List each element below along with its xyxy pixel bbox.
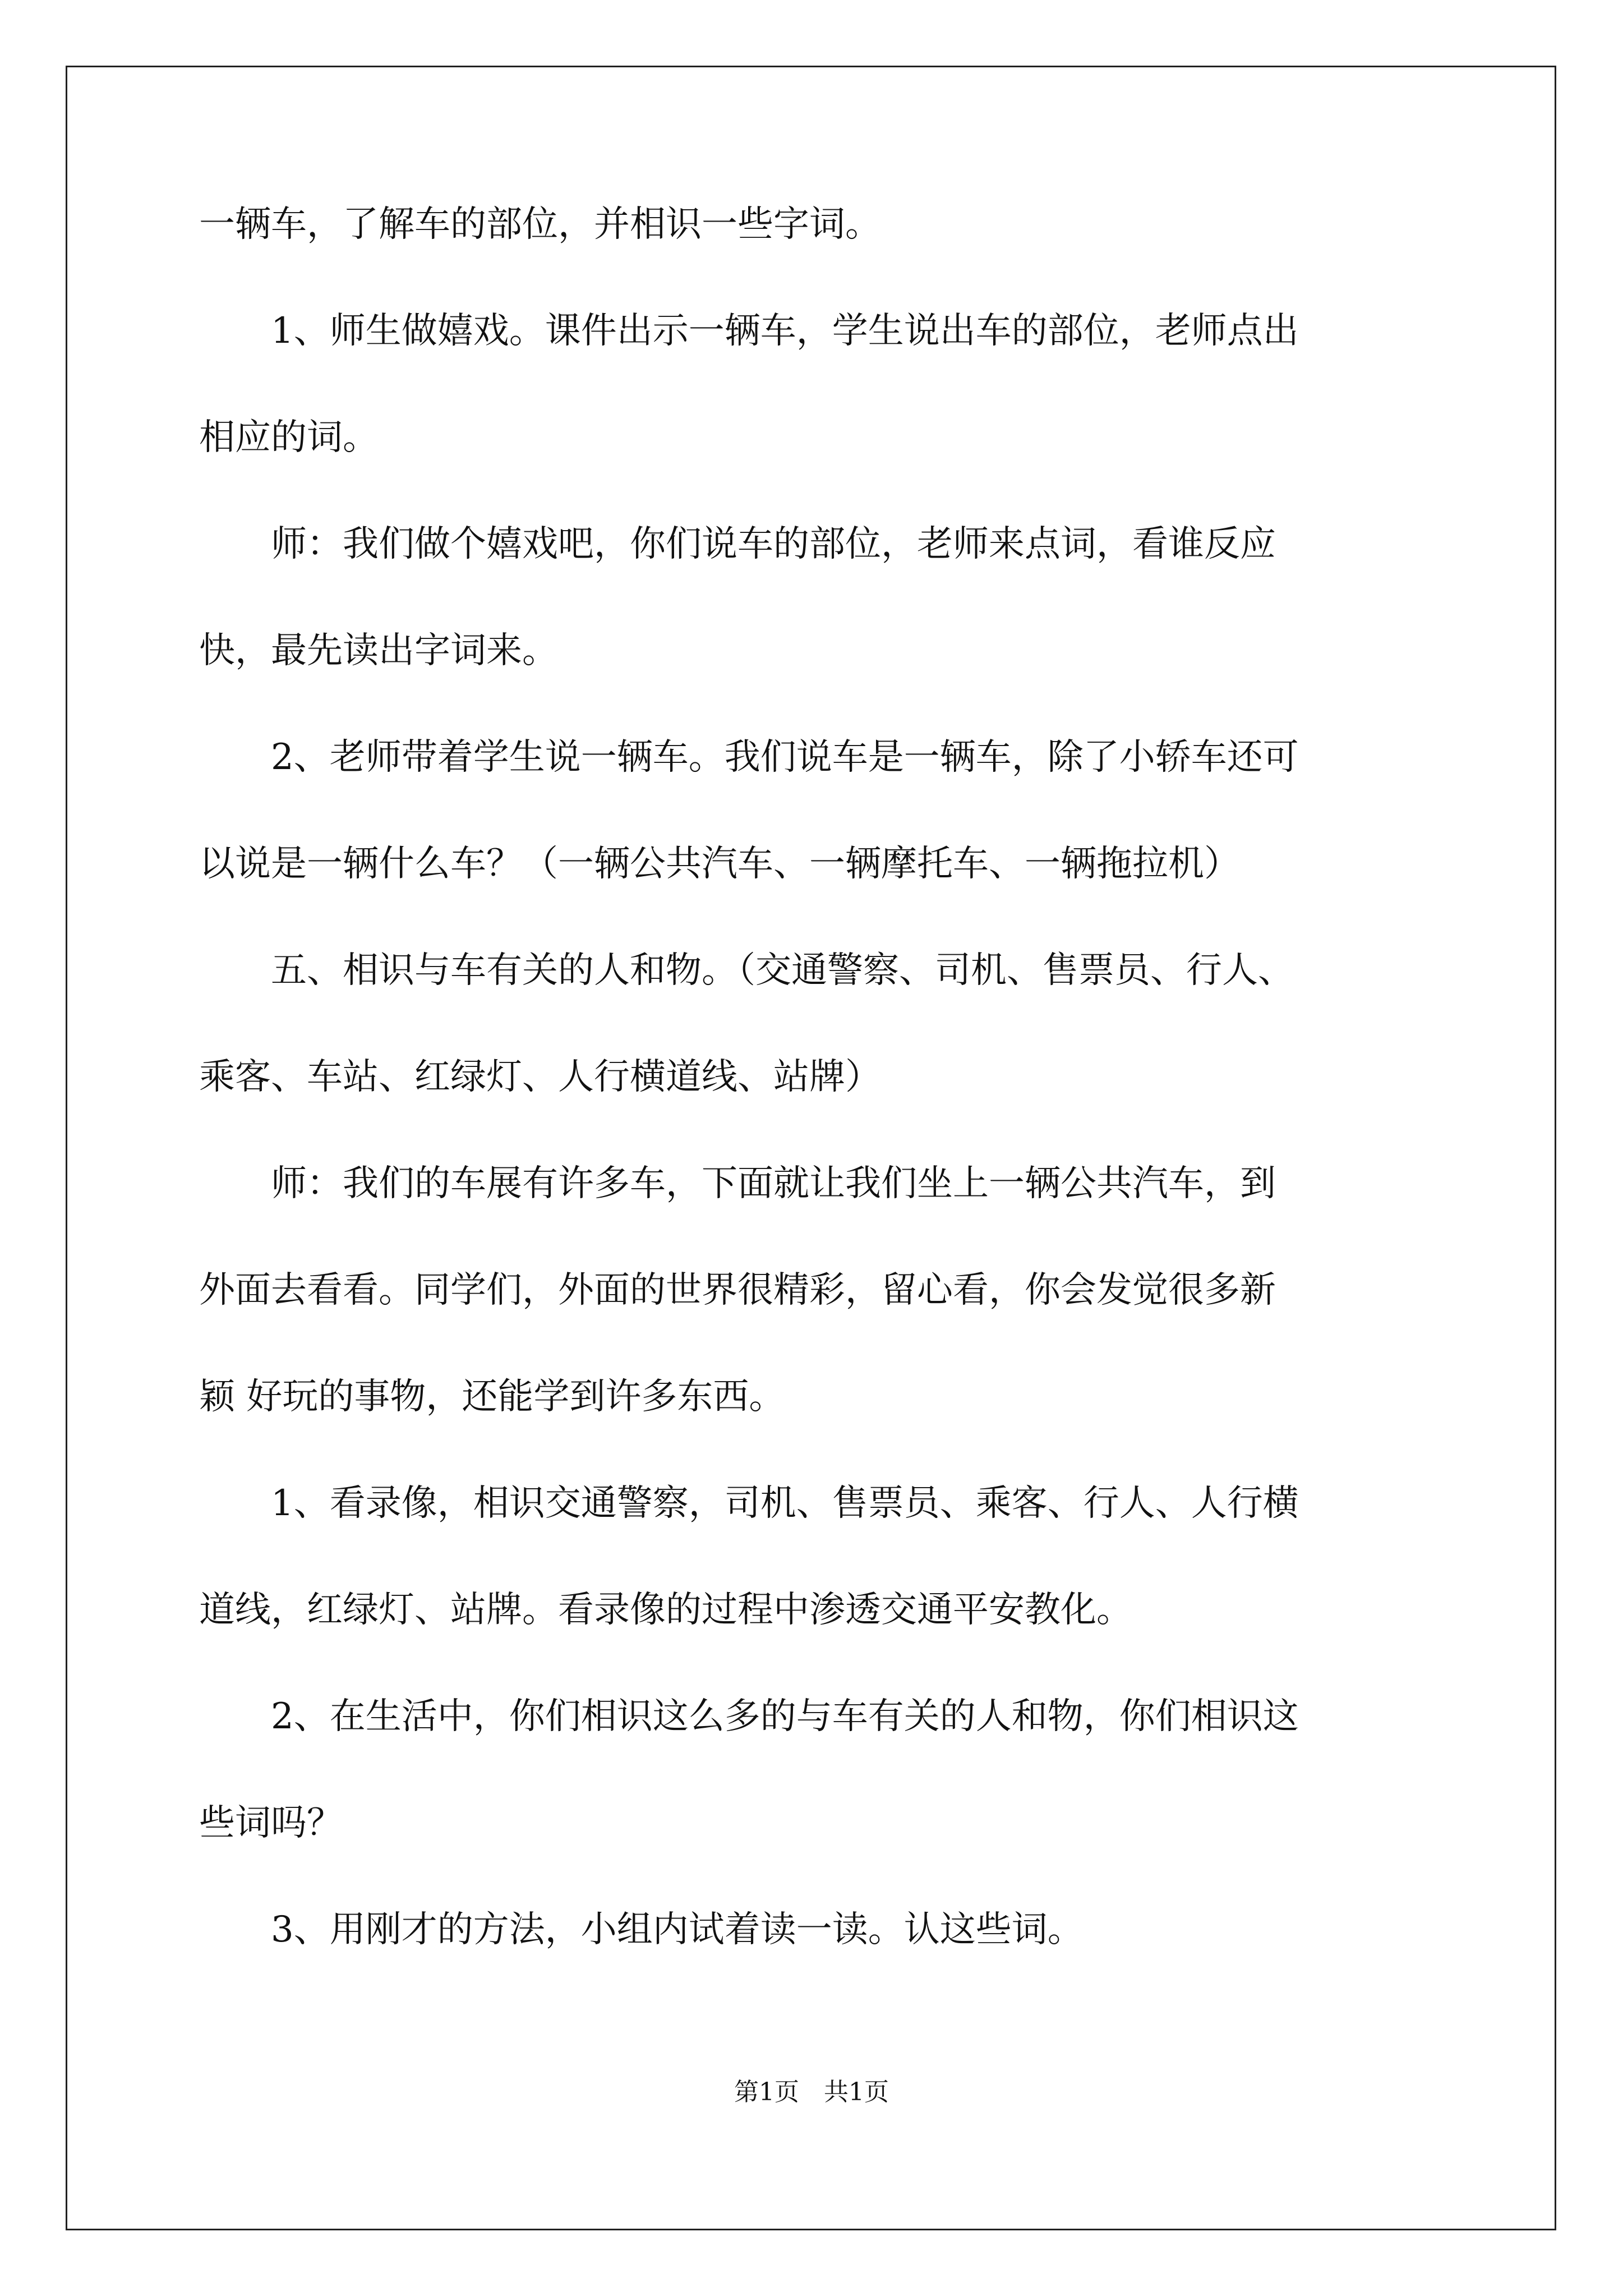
text-line: 2、在生活中，你们相识这么多的与车有关的人和物，你们相识这 [199,1696,1299,1737]
text-line: 1、师生做嬉戏。课件出示一辆车，学生说出车的部位，老师点出 [199,310,1299,352]
text-line: 外面去看看。同学们，外面的世界很精彩，留心看，你会发觉很多新 [199,1269,1276,1311]
page-footer: 第1页 共1页 [734,2078,889,2106]
text-line: 快，最先读出字词来。 [199,630,558,671]
text-line: 五、相识与车有关的人和物。（交通警察、司机、售票员、行人、 [199,950,1294,991]
text-line: 1、看录像，相识交通警察，司机、售票员、乘客、行人、人行横 [199,1483,1299,1524]
text-line: 2、老师带着学生说一辆车。我们说车是一辆车，除了小轿车还可 [199,737,1299,778]
text-line: 颖 好玩的事物，还能学到许多东西。 [199,1376,785,1418]
text-line: 些词吗？ [199,1802,343,1844]
text-line: 乘客、车站、红绿灯、人行横道线、站牌） [199,1056,881,1098]
text-line: 一辆车，了解车的部位，并相识一些字词。 [199,204,881,245]
text-line: 3、用刚才的方法，小组内试着读一读。认这些词。 [199,1909,1083,1950]
text-line: 道线，红绿灯、站牌。看录像的过程中渗透交通平安教化。 [199,1589,1132,1631]
text-line: 师：我们做个嬉戏吧，你们说车的部位，老师来点词，看谁反应 [199,523,1276,565]
text-line: 以说是一辆什么车？（一辆公共汽车、一辆摩托车、一辆拖拉机） [199,843,1240,885]
text-line: 相应的词。 [199,417,379,458]
text-line: 师：我们的车展有许多车，下面就让我们坐上一辆公共汽车，到 [199,1163,1276,1204]
